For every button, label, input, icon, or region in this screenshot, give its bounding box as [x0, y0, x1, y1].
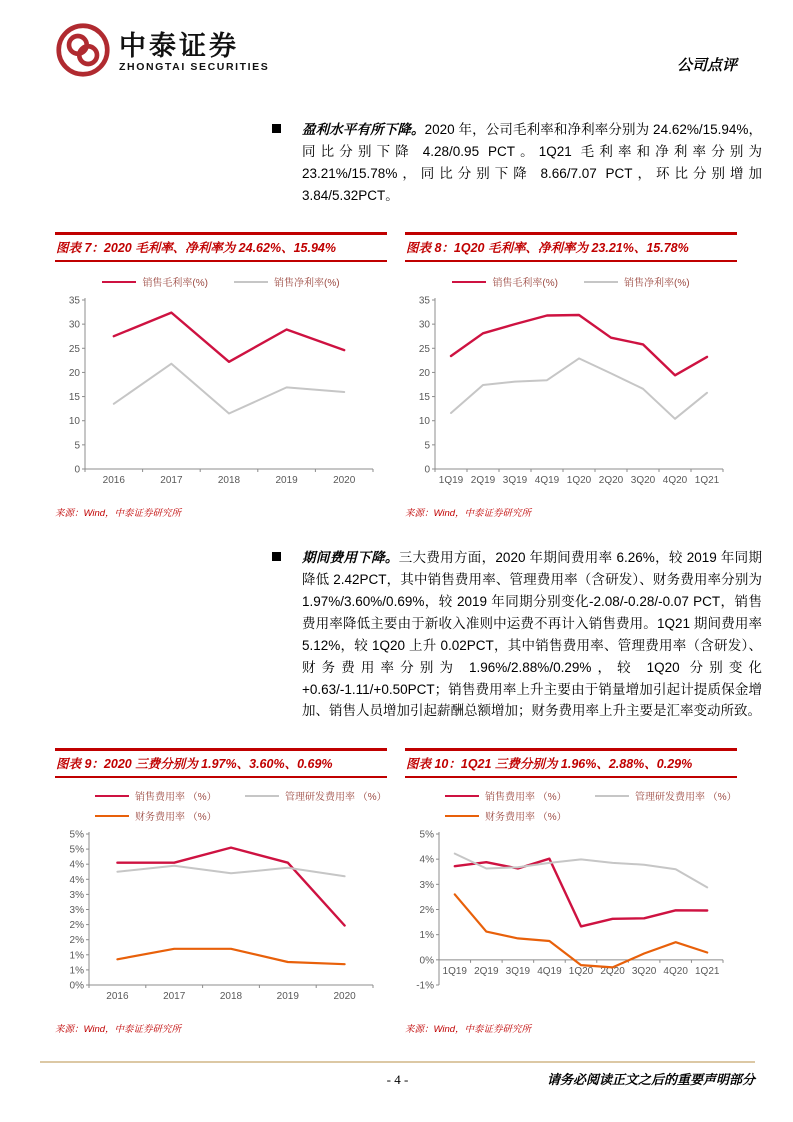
legend-label: 销售毛利率(%) — [492, 278, 558, 290]
brand — [55, 22, 269, 83]
figure-9-chart — [55, 827, 387, 1012]
svg-text:35: 35 — [418, 295, 430, 307]
bullet-paragraph-expenses — [302, 547, 762, 722]
svg-text:20: 20 — [68, 368, 80, 380]
legend-line-sample — [445, 815, 479, 817]
legend-label: 销售费用率 （%） — [135, 792, 217, 804]
svg-text:3Q19: 3Q19 — [505, 966, 531, 978]
svg-text:25: 25 — [418, 344, 430, 356]
legend-label: 财务费用率 （%） — [485, 812, 567, 824]
svg-text:3%: 3% — [69, 890, 84, 902]
footer-disclaimer: 请务必阅读正文之后的重要声明部分 — [547, 1072, 756, 1087]
figure-10-source: 来源：Wind，中泰证券研究所 — [405, 1024, 532, 1036]
figure-8 — [405, 232, 737, 519]
svg-text:3%: 3% — [69, 905, 84, 917]
svg-text:4Q19: 4Q19 — [537, 966, 562, 978]
figure-row-margins — [55, 232, 737, 519]
svg-text:1Q21: 1Q21 — [694, 475, 720, 487]
legend-item — [452, 274, 558, 289]
document-type-label: 公司点评 — [676, 57, 737, 74]
svg-text:2020: 2020 — [333, 991, 356, 1003]
figure-10-legend — [405, 788, 737, 823]
svg-text:5: 5 — [74, 440, 80, 452]
legend-item — [234, 274, 340, 289]
legend-item — [102, 274, 208, 289]
legend-line-sample — [95, 795, 129, 797]
svg-text:1%: 1% — [69, 965, 84, 977]
svg-text:2Q20: 2Q20 — [598, 475, 624, 487]
page-header — [55, 22, 737, 83]
svg-text:30: 30 — [418, 320, 430, 332]
svg-text:2%: 2% — [419, 905, 434, 917]
legend-item — [584, 274, 690, 289]
brand-name-cn: 中泰证券 — [119, 31, 239, 62]
legend-label: 销售费用率 （%） — [485, 792, 567, 804]
legend-label: 财务费用率 （%） — [135, 812, 217, 824]
paragraph-body: 三大费用方面，2020 年期间费用率 6.26%，较 2019 年同期降低 2.42PCT，其中销售费用率、管理费用率（含研发）、财务费用率分别为 1.97%/3.60%/0.69%，较 2019 年同期分别变化-2.08/-0.28/-0.07 PCT，销售费用率降低主要由于新收入准则中运费不再计入销售费用。1Q21 期间费用率 5.12%，较 1Q20 上升 0.02PCT，其中销售费用率、管理费用率（含研发）、财务费用率分别为 1.96%/2.88%/0.29%，较 1Q20 分别变化+0.63/-1.11/+0.50PCT；销售费用率上升主要由于销量增加引起计提质保金增加、销售人员增加引起薪酬总额增加；财务费用率上升主要是汇率变动所致。 — [302, 550, 762, 719]
svg-text:4Q20: 4Q20 — [662, 475, 688, 487]
svg-text:5: 5 — [424, 440, 430, 452]
legend-line-sample — [95, 815, 129, 817]
svg-text:3Q20: 3Q20 — [631, 966, 657, 978]
chart-10-canvas — [405, 827, 731, 1007]
figure-9-source: 来源：Wind，中泰证券研究所 — [55, 1024, 182, 1036]
legend-item — [95, 788, 245, 803]
svg-text:2019: 2019 — [275, 475, 298, 487]
svg-text:0%: 0% — [69, 980, 84, 992]
legend-item — [245, 788, 425, 803]
svg-text:2016: 2016 — [102, 475, 125, 487]
svg-text:2Q20: 2Q20 — [600, 966, 625, 978]
svg-text:2017: 2017 — [163, 991, 186, 1003]
page-number: - 4 - — [386, 1072, 409, 1087]
chart-7-canvas — [55, 293, 381, 491]
figure-10-title: 图表 10：1Q21 三费分别为 1.96%、2.88%、0.29% — [405, 748, 737, 778]
svg-text:1%: 1% — [69, 950, 84, 962]
svg-text:0%: 0% — [419, 955, 434, 967]
legend-label: 销售净利率(%) — [624, 278, 690, 290]
zhongtai-logo-icon — [55, 22, 111, 83]
svg-text:4%: 4% — [69, 860, 84, 872]
svg-text:2016: 2016 — [106, 991, 129, 1003]
svg-text:2020: 2020 — [333, 475, 356, 487]
legend-label: 管理研发费用率 （%） — [285, 792, 387, 804]
figure-8-source: 来源：Wind，中泰证券研究所 — [405, 508, 532, 520]
figure-9-title: 图表 9：2020 三费分别为 1.97%、3.60%、0.69% — [55, 748, 387, 778]
chart-9-canvas — [55, 827, 381, 1007]
figure-8-chart — [405, 293, 737, 496]
svg-text:35: 35 — [68, 295, 80, 307]
svg-text:15: 15 — [68, 392, 80, 404]
figure-row-expense-ratios — [55, 748, 737, 1035]
svg-text:15: 15 — [418, 392, 430, 404]
svg-text:1Q20: 1Q20 — [566, 475, 592, 487]
svg-text:5%: 5% — [69, 844, 84, 856]
paragraph-lead: 期间费用下降。 — [302, 550, 399, 566]
brand-text — [119, 32, 269, 72]
legend-line-sample — [234, 281, 268, 283]
svg-text:1Q19: 1Q19 — [438, 475, 464, 487]
svg-text:2017: 2017 — [160, 475, 183, 487]
legend-item — [445, 788, 595, 803]
legend-line-sample — [452, 281, 486, 283]
legend-label: 管理研发费用率 （%） — [635, 792, 737, 804]
svg-text:10: 10 — [68, 416, 80, 428]
figure-7-title: 图表 7：2020 毛利率、净利率为 24.62%、15.94% — [55, 232, 387, 262]
figure-8-title: 图表 8：1Q20 毛利率、净利率为 23.21%、15.78% — [405, 232, 737, 262]
legend-line-sample — [584, 281, 618, 283]
svg-text:2Q19: 2Q19 — [474, 966, 499, 978]
svg-text:4Q19: 4Q19 — [534, 475, 560, 487]
svg-text:5%: 5% — [419, 829, 434, 841]
figure-10 — [405, 748, 737, 1035]
svg-text:2%: 2% — [69, 920, 84, 932]
legend-line-sample — [102, 281, 136, 283]
figure-7-source: 来源：Wind，中泰证券研究所 — [55, 508, 182, 520]
svg-text:4Q20: 4Q20 — [663, 966, 688, 978]
legend-label: 销售净利率(%) — [274, 278, 340, 290]
svg-text:2018: 2018 — [217, 475, 241, 487]
legend-line-sample — [595, 795, 629, 797]
svg-text:10: 10 — [418, 416, 430, 428]
svg-text:30: 30 — [68, 320, 80, 332]
legend-label: 销售毛利率(%) — [142, 278, 208, 290]
legend-line-sample — [245, 795, 279, 797]
bullet-square-icon — [272, 552, 281, 561]
svg-text:0: 0 — [74, 464, 80, 476]
svg-text:2%: 2% — [69, 935, 84, 947]
svg-text:0: 0 — [424, 464, 430, 476]
svg-text:20: 20 — [418, 368, 430, 380]
bullet-paragraph-profitability — [302, 119, 762, 206]
paragraph-lead: 盈利水平有所下降。 — [302, 122, 425, 137]
svg-text:-1%: -1% — [416, 980, 434, 992]
figure-7 — [55, 232, 387, 519]
legend-item — [445, 808, 595, 823]
svg-text:1%: 1% — [419, 930, 434, 942]
svg-text:4%: 4% — [69, 875, 84, 887]
svg-text:2Q19: 2Q19 — [470, 475, 496, 487]
svg-text:2019: 2019 — [276, 991, 299, 1003]
svg-text:25: 25 — [68, 344, 80, 356]
figure-7-legend — [55, 274, 387, 289]
svg-text:5%: 5% — [69, 829, 84, 841]
svg-text:3Q19: 3Q19 — [502, 475, 528, 487]
legend-item — [95, 808, 245, 823]
svg-text:3%: 3% — [419, 880, 434, 892]
svg-text:2018: 2018 — [219, 991, 243, 1003]
paragraph-body: 2020 年，公司毛利率和净利率分别为 24.62%/15.94%，同比分别下降 4.28/0.95 PCT。1Q21 毛利率和净利率分别为 23.21%/15.78%，同比分别下降 8.66/7.07 PCT，环比分别增加 3.84/5.32PCT。 — [302, 122, 763, 203]
legend-line-sample — [445, 795, 479, 797]
svg-text:1Q21: 1Q21 — [694, 966, 720, 978]
chart-8-canvas — [405, 293, 731, 491]
legend-item — [595, 788, 775, 803]
svg-text:1Q20: 1Q20 — [568, 966, 594, 978]
svg-text:3Q20: 3Q20 — [630, 475, 656, 487]
figure-9 — [55, 748, 387, 1035]
figure-9-legend — [55, 788, 387, 823]
figure-10-chart — [405, 827, 737, 1012]
page-footer — [40, 1061, 755, 1088]
figure-7-chart — [55, 293, 387, 496]
bullet-square-icon — [272, 124, 281, 133]
figure-8-legend — [405, 274, 737, 289]
brand-name-en: ZHONGTAI SECURITIES — [119, 60, 270, 73]
svg-text:1Q19: 1Q19 — [442, 966, 468, 978]
svg-text:4%: 4% — [419, 854, 434, 866]
